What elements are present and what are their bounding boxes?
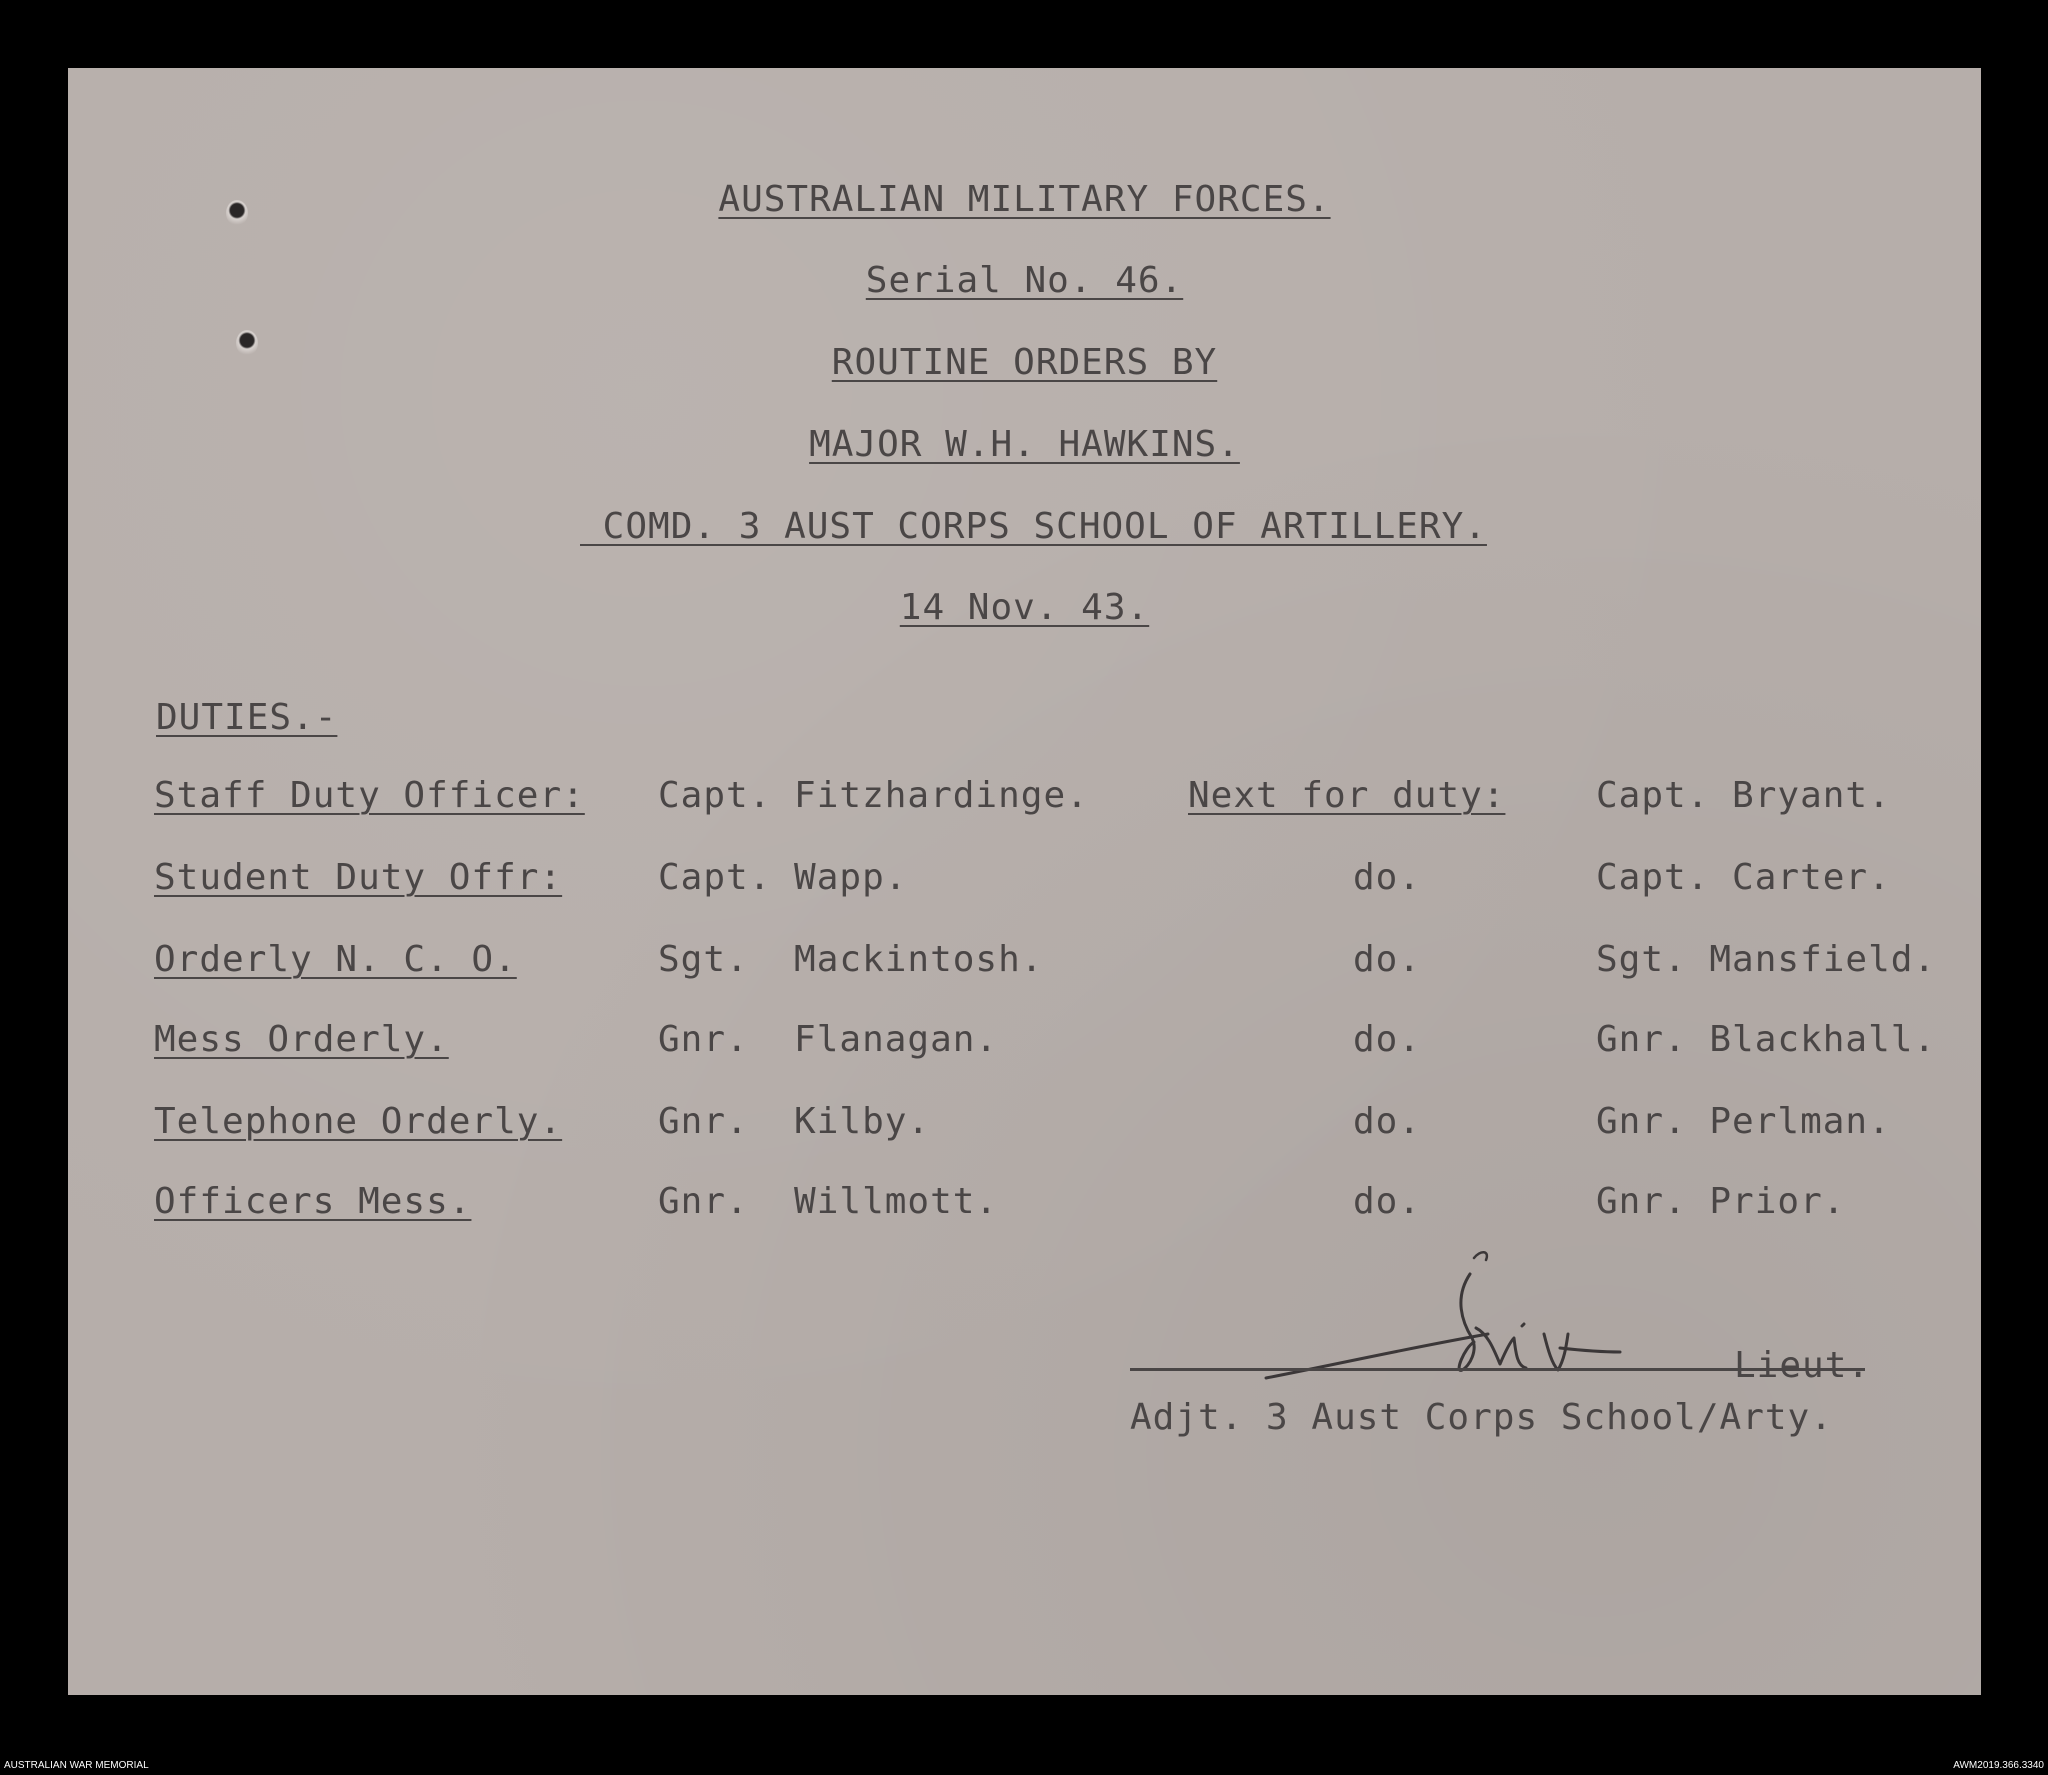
next-duty-person: Gnr. Perlman. [1596, 1101, 1891, 1142]
section-heading-duties: DUTIES.- [156, 697, 338, 738]
duty-person: Gnr. Willmott. [658, 1181, 999, 1222]
duty-role: Officers Mess. [154, 1181, 472, 1222]
duty-role: Orderly N. C. O. [154, 939, 517, 980]
next-duty-label: do. [1353, 939, 1422, 980]
next-duty-label: Next for duty: [1188, 775, 1506, 816]
next-duty-label: do. [1353, 1181, 1422, 1222]
footer-accession-number: AWM2019.366.3340 [1953, 1760, 2044, 1771]
heading-command-unit: COMD. 3 AUST CORPS SCHOOL OF ARTILLERY. [580, 506, 1487, 547]
next-duty-label: do. [1353, 857, 1422, 898]
duty-person: Capt. Fitzhardinge. [658, 775, 1089, 816]
footer-institution: AUSTRALIAN WAR MEMORIAL [4, 1760, 149, 1771]
heading-forces: AUSTRALIAN MILITARY FORCES. [718, 179, 1331, 220]
duty-role: Mess Orderly. [154, 1019, 449, 1060]
next-duty-person: Gnr. Prior. [1596, 1181, 1846, 1222]
next-duty-person: Capt. Bryant. [1596, 775, 1891, 816]
duty-role: Staff Duty Officer: [154, 775, 585, 816]
next-duty-label: do. [1353, 1101, 1422, 1142]
next-duty-label: do. [1353, 1019, 1422, 1060]
heading-serial: Serial No. 46. [865, 260, 1184, 301]
next-duty-person: Gnr. Blackhall. [1596, 1019, 1937, 1060]
document-page [68, 68, 1981, 1695]
duty-role: Telephone Orderly. [154, 1101, 563, 1142]
next-duty-person: Capt. Carter. [1596, 857, 1891, 898]
duty-person: Sgt. Mackintosh. [658, 939, 1044, 980]
heading-date: 14 Nov. 43. [899, 587, 1150, 628]
duty-person: Capt. Wapp. [658, 857, 908, 898]
heading-routine-orders: ROUTINE ORDERS BY [831, 342, 1218, 383]
signatory-title: Adjt. 3 Aust Corps School/Arty. [1130, 1397, 1833, 1438]
duty-role: Student Duty Offr: [154, 857, 563, 898]
handwritten-signature [1248, 1238, 1708, 1408]
next-duty-person: Sgt. Mansfield. [1596, 939, 1937, 980]
duty-person: Gnr. Flanagan. [658, 1019, 999, 1060]
duty-person: Gnr. Kilby. [658, 1101, 931, 1142]
heading-commander: MAJOR W.H. HAWKINS. [809, 424, 1240, 465]
signatory-rank: Lieut. [1734, 1345, 1871, 1386]
